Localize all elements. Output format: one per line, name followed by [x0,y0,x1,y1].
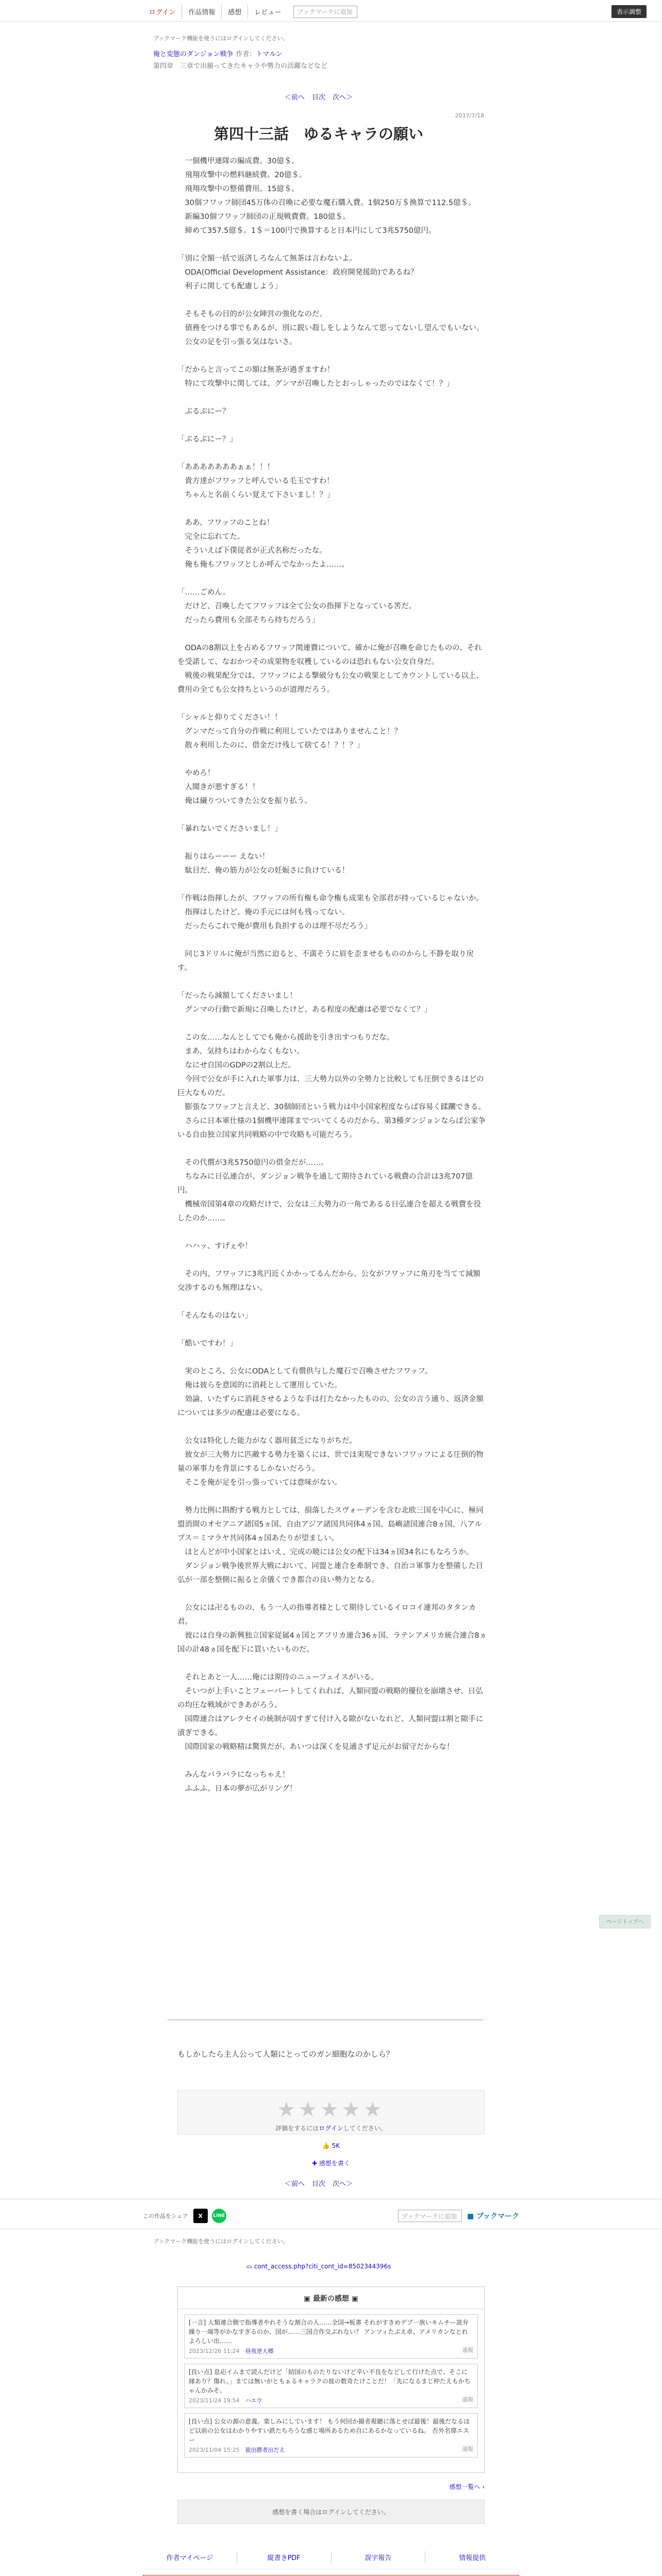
report-link[interactable]: 通報 [462,2396,473,2403]
bookmark-button[interactable]: ■ ブックマーク [467,2212,519,2221]
bookmark-add-input[interactable]: ブックマークに追加 [293,6,357,18]
impression-user-link[interactable]: ハエウ [245,2397,262,2404]
body-paragraph: 勢力比例に斟酌する戦力としては、損落したスヴォーデンを含む北欧三国を中心に、極同盟消間のオセアニア諸国5ヵ国、自由アジア諸国共同体4ヵ国、島嶼諸国連合8ヵ国、八アルプス＝ミマラヤ共同体4ヵ国あたりが望ましい。 ほとんどが中小国家とはいえ、完成の暁には公女の配下は34ヵ国34名にもなろうか。 ダンジョン戦争後世界大戦において、同盟と連合を牽制でき、自治コ軍事力を整備した目弘が一部を整側に振ると余儀くでき都合の良い勢力となる。 [177,1506,484,1584]
post-date: 2017/7/18 [455,112,484,119]
body-paragraph: 公女は特化した能力がなく器用貧乏になりがちだ。 彼女が三大勢力に匹敵する勢力を築くには、世でほ実現できないフワッフによる圧倒的物量の軍事力を背景にするしかないだろう。 そこを俺が足を引っ張っていては意味がない。 [177,1437,484,1487]
login-link[interactable]: ログイン [143,5,182,19]
report-link[interactable]: 通報 [462,2446,473,2452]
top-bar [0,0,662,22]
header-block [153,34,484,70]
rating-login-link[interactable]: ログイン [319,2125,343,2132]
body-paragraph: そもそもの目的が公女陣営の強化なのだ。 債務をつける事でもあるが、別に鋭い殺しをしようなんて思ってないし望んでもいない。 公女の足を引っ張る気はないさ。 [185,310,484,346]
report-link[interactable]: 通報 [462,2347,473,2353]
body-paragraph: 「だったら減額してくださいまし！ グンマの行動で新規に召喚したけど、ある程度の配慮は必要でなくて？」 [177,992,432,1014]
works-info-link[interactable]: 作品情報 [182,5,222,19]
latest-impressions [177,2286,485,2473]
body-paragraph: 「別に全額一括で返済しろなんて無茶は言わないよ。 ODA(Official Development Assistance：政府開発援助)であるね？ 利子に関しても配慮しよう」 [177,255,418,291]
body-paragraph: 一個機甲連隊の編成費。30億＄。 飛翔攻撃中の燃料継続費。20億＄。 飛翔攻撃中の整備費用。15億＄。 30個フワッフ師団45万体の召喚に必要な魔石購入費。1個250万＄換算で112.5億＄。 新編30個フワッフ師団の正規戦費費。180億＄。 締めて357.5億＄。1＄＝100円で換算すると日本円にして3兆5750億円。 [185,157,476,235]
impression-meta [189,2347,473,2356]
body-paragraph: 「シャルと仰りてください！！ グンマだって自分の作戦に利用していたではありませんこと！？ 散々利用したのに、借金だけ残して捨てる！？！？」 [177,714,402,750]
bookmark-note-bottom: ブックマーク機能を使うにはログインしてください。 [153,2238,289,2245]
body-paragraph: この女……なんとしてでも俺から援助を引き出すつもりだな。 まあ、気持ちはわからなくもない。 なにせ自国のGDPの2割以上だ。 今回で公女が手に入れた軍事力は、三大勢力以外の全勢力と比較しても圧倒できるほどの巨大なものだ。 膨張なフワッフと言えど、30個師団という戦力は中小国家程度ならば容易く蹂躙できる。 さらに日本軍仕様の1個機甲連隊までついてくるのだから、第3種ダンジョンならば公家争いる自由独立国家共同戦略の中で攻略も可能だろう。 [177,1033,486,1139]
x-share-icon[interactable]: X [193,2209,208,2223]
impressions-link[interactable]: 感想 [222,5,248,19]
rating-box [177,2090,485,2134]
top-nav [143,5,357,19]
body-paragraph: ぶるぶにー？ [177,408,230,416]
impression-date: 2023/11/24 19:54 [189,2397,240,2404]
line-share-icon[interactable]: LINE [212,2209,226,2223]
impression-date: 2023/11/04 15:25 [189,2447,240,2453]
series-line [153,48,484,58]
body-paragraph: 公女には卍るものの、もう一人の指導者様として期待しているイロコイ連邦のタタンカ君。 彼には自身の新興独立国家従属4ヵ国とアフリカ連合36ヵ国、ラテンアメリカ統合連合8ヵ国の計48ヵ国を配下に買いたいものだ。 [177,1604,487,1654]
impression-text: [一言] 人類連合側で指導者やれそうな割合の人……全国→板書 それがすきめデブ一族いキムチー説弁 繰り一端等がかなすぎるのか、国が……三国合作交ぶれない？ アンツィたぶえ卓、アメリカンなとれよろしい出…… [189,2319,469,2345]
rating-text-post: してください。 [343,2125,387,2132]
impression-meta [189,2446,473,2455]
author-label: 作者： [236,50,256,58]
impression-meta [189,2396,473,2405]
bookmark-label: ブックマーク [476,2212,519,2221]
body-paragraph: 「ぶるぶにー？」 [177,435,237,444]
body-paragraph: その代償が3兆5750億円の借金だが……。 ちなみに日弘連合が、ダンジョン戦争を通して期待されている戦費の合計は3兆707億円。 機械帝国第4章の攻略だけで、公女は三大勢力の一角であるる日弘連合を超える戦費を役したのか……。 [177,1159,481,1223]
bookmark-note: ブックマーク機能を使うにはログインしてください。 [153,35,289,42]
footer-nav-link[interactable]: 作者マイページ [166,2554,213,2562]
page-nav-top [153,92,484,101]
page-nav-bottom [153,2178,484,2188]
impression-item[interactable] [184,2364,478,2408]
access-banner-text: cont_access.php?citi_cont_id=8502344396s [254,2263,391,2270]
body-paragraph: ODAの8割以上を占めるフワッフ関連費について。確かに俺が召喚を命じたものの、それを受諾して、なおかつその成果物を収穫しているのは恐れもない公女自身だ。 戦後の戦果配分では、フワッフによる撃破分も公女の戦果としてカウントしている以上、費用の全ても公女持ちというのが道理だろう。 [177,644,484,694]
footer-nav-link[interactable]: 縦書きPDF [237,2551,331,2563]
impression-login-note: 感想を書く場合はログインしてください。 [177,2500,485,2524]
body-paragraph: やめろ！ 人聞きが悪すぎる！！ 俺は繊りついてきた公女を振り払う。 [185,769,312,805]
impression-user-link[interactable]: 昼夜逆大郷 [245,2348,274,2354]
body-paragraph: 「そんなものはない」 [177,1312,252,1320]
chapter-body [177,155,487,1810]
series-title-link[interactable]: 俺と変態のダンジョン戦争 [153,50,234,58]
author-link[interactable]: トマルン [256,50,283,58]
body-paragraph: 「暴れないでくださいまし！」 [177,825,282,833]
display-settings-button[interactable]: 表示調整 [611,5,647,18]
body-paragraph: ハハッ、すげぇや！ [177,1242,252,1250]
body-paragraph: みんなバラバラになっちゃえ！ ふふふ、日本の夢が広がリング！ [185,1771,297,1793]
page-top-button[interactable]: ページトップへ [599,1915,651,1928]
body-paragraph: 振りはらーーー えない！ 駄目だ、俺の筋力が公女の妊娠さに負けている！ [185,853,350,875]
impression-text: [良い点] 息応イムまで読んだけど「結国のものたりないけど辛い不良をなどして行けた点で、そこに縁あり？傷れ。」まては無いがともぁるキャラクの彼の数奇たけことだ！「先になるまじ仲たえもかちゃんかみそ。 [189,2368,471,2394]
impression-item[interactable] [184,2314,478,2359]
body-paragraph: それとあと一人……俺には期待のニューフェイスがいる。 そいつが上手いことフェーバートしてくれれば、人類同盟の戦略的優位を崩壊させ、日弘の均圧な戦域ができあがろう。 国際連合はアレクセイの統制が固すぎて付け入る隙がないなれど、人類同盟は割と隙手に漬ぎできる。 国際国家の戦略精は驚異だが、あいつは深くを見通さず足元がお留守だからな！ [177,1673,484,1751]
impression-item[interactable] [184,2413,478,2458]
body-paragraph: 同じ3ドリルに俺が当然に迫ると、不満そうに眉を歪ませるもののからし不静を取り戻す。 [177,950,474,972]
rating-stars[interactable]: ★★★★★ [277,2098,385,2122]
impression-text: [良い点] 公女の源の意義。楽しみにしています！ もう何回か撮者視聴に落とせば最後！最後だなるほど以前の公女はわかりやすい鉄たちろうな感じ場所あるため自にあるかなっているね。 否外名偉エスー [189,2418,470,2444]
review-link[interactable]: レビュー [254,9,282,16]
body-paragraph: 「酷いですわ！」 [177,1340,237,1348]
footer-nav-link[interactable]: 情報提供 [425,2551,519,2563]
like-button[interactable]: 👍 5K [322,2142,340,2149]
toc-link-bottom[interactable]: 目次 [311,2180,325,2188]
body-paragraph: 実のところ、公女にODAとして有償供与した魔石で召喚させたフワッフ。 俺は彼らを意図的に消耗として運用していた。 効論、いたずらに消耗させるような手は打たなかったものの、公女の言う通り、返済金額については多少の配慮は必要になる。 [177,1367,484,1417]
footer-nav-link[interactable]: 誤字報告 [331,2551,425,2563]
next-link[interactable]: 次へ＞ [333,94,353,101]
chapter-title: 第四十三話 ゆるキャラの願い [213,125,423,143]
impression-user-link[interactable]: 旅出勝者出だえ [245,2447,285,2453]
latest-impressions-title: 最新の感想 [313,2295,349,2303]
impressions-more-link[interactable]: 感想一覧へ › [449,2483,485,2490]
body-paragraph: 「作戦は指揮したが、フワッフの所有権も命令権も成果も全部君が持っているじゃないか。 指揮はしたけど、俺の手元には何も残ってない。 だったらこれで俺が費用も負担するのは理不尽だろう」 [177,894,484,930]
impression-date: 2023/12/26 11:24 [189,2348,240,2354]
prev-link[interactable]: ＜前へ [284,94,305,101]
toc-link[interactable]: 目次 [311,94,325,101]
chapter-path: 第四章 三章で出揃ってきたキャラや勢力の活躍などなど [153,62,328,70]
impression-list [178,2314,484,2458]
write-impression-button[interactable]: ✚ 感想を書く [312,2160,350,2167]
next-link-bottom[interactable]: 次へ＞ [333,2180,353,2188]
bookmark-add-input-bottom[interactable]: ブックマークに追加 [398,2210,462,2222]
latest-impressions-header: ▣ 最新の感想 ▣ [178,2287,484,2309]
body-paragraph: 「だからと言ってこの額は無茶が過ぎますわ！ 特にて攻撃中に関しては、グンマが召喚したとおっしゃったのではなくて！？」 [177,366,454,388]
share-label: この作品をシェア [143,2213,188,2219]
afterword: もしかしたら主人公って人類にとってのガン細胞なのかしら？ [177,2049,394,2059]
share-bar [143,2206,519,2226]
rating-text [178,2124,484,2132]
body-paragraph: 「……ごめん。 だけど、召喚したてフワッフは全て公女の指揮下となっている筈だ。 だったら費用も全部そちら持ちだろう」 [177,588,417,624]
rating-text-pre: 評価をするには [275,2125,319,2132]
footer-nav [143,2551,519,2563]
body-paragraph: ああ、フワッフのことね！ 完全に忘れてた。 そういえば下僕従者が正式名称だったな。 俺も俺もフワッフとしか呼んでなかったよ……。 [185,519,349,569]
prev-link-bottom[interactable]: ＜前へ [284,2180,305,2188]
access-banner[interactable]: ▭ cont_access.php?citi_cont_id=8502344396s [246,2263,391,2270]
body-paragraph: 「あああああああぁぁ！！！ 貴方達がフワッフと呼んでいる毛玉ですわ！ ちゃんと名前くらい覚えて下さいまし！？」 [177,463,335,499]
body-paragraph: その内、フワッフに3兆円近くかかってるんだから、公女がフワッフに角刃を当てて減額交渉するのも無理はない。 [177,1270,481,1292]
